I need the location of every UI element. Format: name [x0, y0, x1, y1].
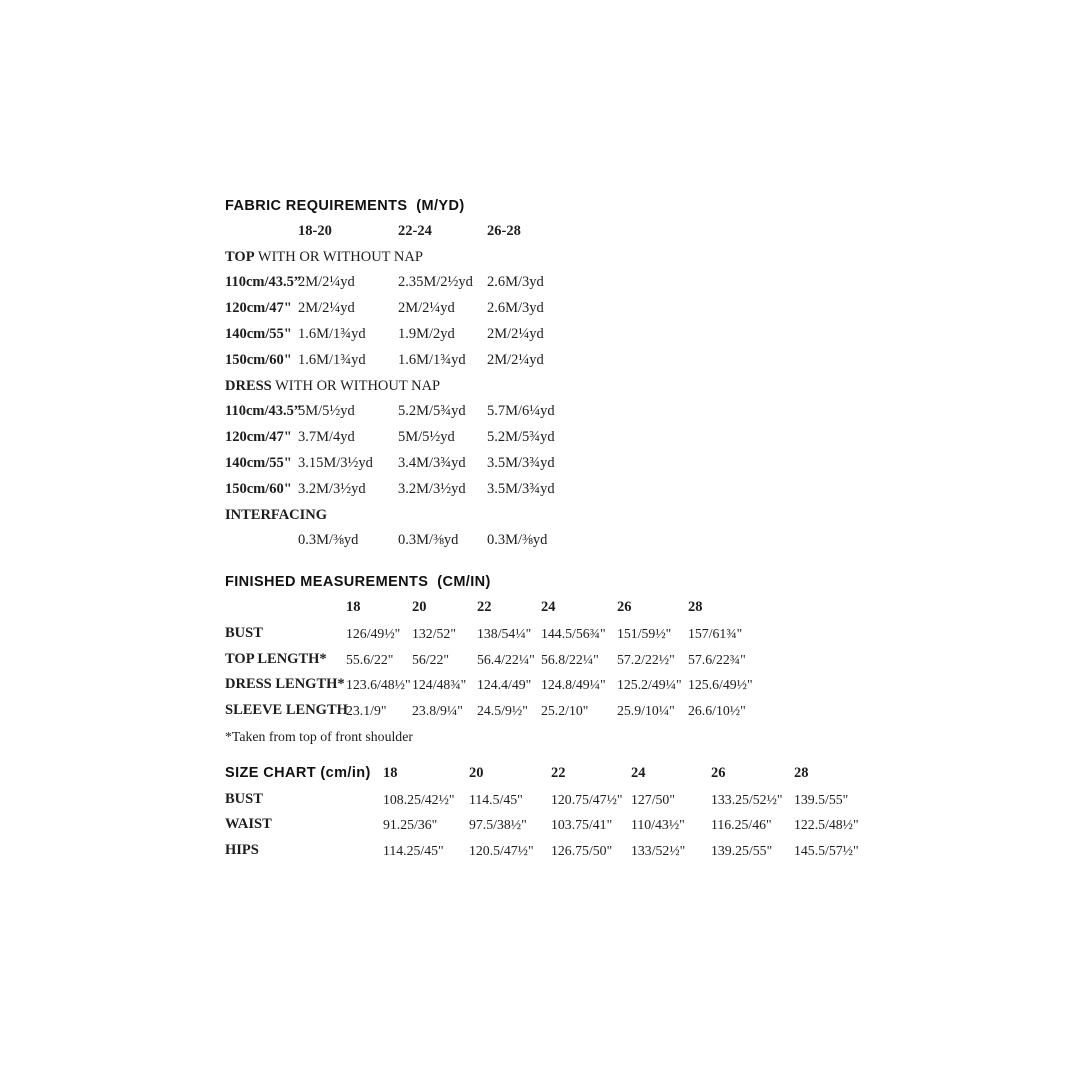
measurement-value: 23.1/9" [346, 703, 387, 719]
fabric-width-label: 150cm/60" [225, 480, 292, 497]
size-chart-label: WAIST [225, 816, 272, 833]
fabric-value: 3.15M/3½yd [298, 454, 373, 471]
fabric-value: 2.6M/3yd [487, 274, 544, 291]
fabric-value: 2M/2¼yd [298, 300, 355, 317]
measurement-value: 157/61¾" [688, 625, 743, 641]
fabric-value: 3.2M/3½yd [298, 480, 366, 497]
measurement-value: 123.6/48½" [346, 677, 411, 693]
measurement-value: 132/52" [412, 625, 456, 641]
size-header-20: 20 [469, 764, 484, 781]
size-chart-value: 133/52½" [631, 843, 686, 859]
size-chart-value: 108.25/42½" [383, 791, 455, 807]
size-header-26: 26 [617, 598, 632, 615]
size-header-22: 22 [477, 598, 492, 615]
fabric-value: 3.5M/3¾yd [487, 454, 555, 471]
fabric-value: 5.2M/5¾yd [487, 429, 555, 446]
fabric-value: 3.7M/4yd [298, 429, 355, 446]
size-chart-value: 97.5/38½" [469, 817, 527, 833]
fabric-value: 0.3M/⅜yd [398, 532, 459, 549]
fabric-width-label: 140cm/55" [225, 454, 292, 471]
fabric-width-label: 110cm/43.5” [225, 274, 302, 291]
dress-fabric-row [225, 477, 905, 503]
size-group-22-24: 22-24 [398, 222, 432, 239]
fabric-value: 2.6M/3yd [487, 300, 544, 317]
measurement-label: BUST [225, 624, 263, 641]
measurement-value: 24.5/9½" [477, 703, 528, 719]
measurement-value: 144.5/56¾" [541, 625, 606, 641]
fabric-value: 2M/2¼yd [298, 274, 355, 291]
interfacing-subheading [225, 503, 905, 529]
top-nap-subheading [225, 245, 905, 271]
fabric-value: 3.4M/3¾yd [398, 454, 466, 471]
measurement-value: 25.9/10¼" [617, 703, 675, 719]
fabric-value: 2.35M/2½yd [398, 274, 473, 291]
size-chart-row-bust [225, 787, 905, 813]
finished-measurements-title: FINISHED MEASUREMENTS (CM/IN) [225, 574, 491, 591]
measurement-value: 25.2/10" [541, 703, 589, 719]
fabric-value: 0.3M/⅜yd [487, 532, 548, 549]
size-chart-row-waist [225, 812, 905, 838]
size-group-18-20: 18-20 [298, 222, 332, 239]
dress-label: DRESS [225, 377, 272, 394]
fabric-value: 1.6M/1¾yd [398, 351, 466, 368]
size-header-26: 26 [711, 764, 726, 781]
fabric-value: 3.5M/3¾yd [487, 480, 555, 497]
fabric-value: 1.6M/1¾yd [298, 325, 366, 342]
size-chart-title: SIZE CHART (cm/in) [225, 764, 371, 781]
size-chart-value: 114.25/45" [383, 843, 444, 859]
finished-measurements-heading [225, 569, 905, 595]
size-header-28: 28 [794, 764, 809, 781]
finished-measurements-section [225, 569, 905, 750]
measurement-value: 57.6/22¾" [688, 651, 746, 667]
dress-label-rest: WITH OR WITHOUT NAP [271, 377, 441, 394]
size-header-24: 24 [541, 598, 556, 615]
dress-fabric-row [225, 425, 905, 451]
size-chart-value: 126.75/50" [551, 843, 613, 859]
measurement-value: 56.8/22¼" [541, 651, 599, 667]
size-chart-label: BUST [225, 790, 263, 807]
measurement-row-dress-length [225, 672, 905, 698]
top-label-rest: WITH OR WITHOUT NAP [254, 248, 423, 265]
size-chart-value: 103.75/41" [551, 817, 613, 833]
size-chart-value: 110/43½" [631, 817, 685, 833]
dress-fabric-row [225, 399, 905, 425]
size-chart-value: 120.5/47½" [469, 843, 534, 859]
size-header-18: 18 [346, 598, 361, 615]
size-chart-value: 122.5/48½" [794, 817, 859, 833]
measurement-footnote [225, 724, 905, 750]
fabric-value: 1.6M/1¾yd [298, 351, 366, 368]
size-chart-value: 127/50" [631, 791, 675, 807]
spacer-cell [225, 595, 346, 621]
measurement-value: 126/49½" [346, 625, 401, 641]
fabric-value: 2M/2¼yd [398, 300, 455, 317]
footnote-text: *Taken from top of front shoulder [225, 728, 413, 744]
measurement-value: 124.8/49¼" [541, 677, 606, 693]
top-fabric-row [225, 296, 905, 322]
fabric-value: 3.2M/3½yd [398, 480, 466, 497]
size-chart-value: 139.25/55" [711, 843, 773, 859]
dress-fabric-row [225, 451, 905, 477]
size-header-22: 22 [551, 764, 566, 781]
top-fabric-row [225, 322, 905, 348]
fabric-value: 0.3M/⅜yd [298, 532, 359, 549]
fabric-value: 5.2M/5¾yd [398, 403, 466, 420]
size-chart-row-hips [225, 838, 905, 864]
finished-size-header [225, 595, 905, 621]
interfacing-label: INTERFACING [225, 506, 328, 523]
size-group-26-28: 26-28 [487, 222, 521, 239]
size-header-28: 28 [688, 598, 703, 615]
size-header-18: 18 [383, 764, 398, 781]
measurement-value: 125.2/49¼" [617, 677, 682, 693]
fabric-requirements-title: FABRIC REQUIREMENTS (M/YD) [225, 198, 465, 214]
fabric-width-label: 140cm/55" [225, 325, 292, 342]
measurement-value: 56/22" [412, 651, 450, 667]
size-chart-value: 114.5/45" [469, 791, 523, 807]
size-chart-value: 91.25/36" [383, 817, 438, 833]
measurement-row-top-length [225, 647, 905, 673]
fabric-width-label: 120cm/47" [225, 429, 292, 446]
size-chart-value: 133.25/52½" [711, 791, 783, 807]
fabric-width-label: 150cm/60" [225, 351, 292, 368]
top-label: TOP [225, 248, 255, 265]
size-chart-value: 145.5/57½" [794, 843, 859, 859]
spacer-cell [225, 219, 298, 245]
measurement-row-bust [225, 621, 905, 647]
measurement-value: 151/59½" [617, 625, 672, 641]
spacer-cell [225, 528, 298, 554]
measurement-value: 26.6/10½" [688, 703, 746, 719]
size-chart-value: 139.5/55" [794, 791, 849, 807]
interfacing-row [225, 528, 905, 554]
measurement-value: 124/48¾" [412, 677, 467, 693]
measurement-value: 138/54¼" [477, 625, 532, 641]
measurement-label: SLEEVE LENGTH [225, 702, 348, 719]
measurement-value: 23.8/9¼" [412, 703, 463, 719]
fabric-value: 5.7M/6¼yd [487, 403, 555, 420]
top-fabric-row [225, 270, 905, 296]
size-chart-header [225, 761, 905, 787]
size-chart-section [225, 761, 905, 864]
size-chart-value: 116.25/46" [711, 817, 772, 833]
measurement-value: 125.6/49½" [688, 677, 753, 693]
fabric-value: 1.9M/2yd [398, 325, 455, 342]
size-chart-label: HIPS [225, 842, 259, 859]
measurement-value: 56.4/22¼" [477, 651, 535, 667]
top-fabric-row [225, 348, 905, 374]
measurement-label: DRESS LENGTH* [225, 676, 345, 693]
fabric-value: 2M/2¼yd [487, 325, 544, 342]
fabric-width-label: 110cm/43.5” [225, 403, 302, 420]
measurement-value: 57.2/22½" [617, 651, 675, 667]
fabric-requirements-section [225, 193, 905, 554]
fabric-value: 2M/2¼yd [487, 351, 544, 368]
dress-nap-subheading [225, 374, 905, 400]
fabric-requirements-heading [225, 193, 905, 219]
measurement-value: 124.4/49" [477, 677, 532, 693]
size-header-24: 24 [631, 764, 646, 781]
size-header-20: 20 [412, 598, 427, 615]
measurement-label: TOP LENGTH* [225, 650, 327, 667]
fabric-value: 5M/5½yd [298, 403, 355, 420]
fabric-value: 5M/5½yd [398, 429, 455, 446]
fabric-size-group-header [225, 219, 905, 245]
fabric-width-label: 120cm/47" [225, 300, 292, 317]
size-chart-value: 120.75/47½" [551, 791, 623, 807]
measurement-row-sleeve-length [225, 698, 905, 724]
measurement-value: 55.6/22" [346, 651, 394, 667]
pattern-info-page [225, 193, 905, 864]
